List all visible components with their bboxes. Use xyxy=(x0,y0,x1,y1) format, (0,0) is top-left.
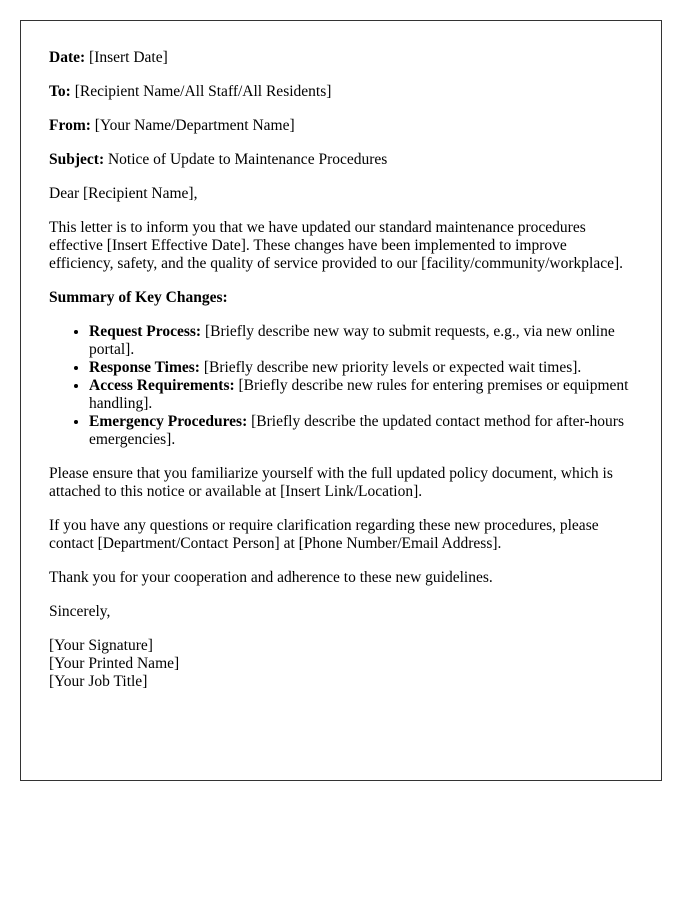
subject-line: Subject: Notice of Update to Maintenance Procedures xyxy=(49,151,388,168)
date-line: Date: [Insert Date] xyxy=(49,49,168,66)
closing: Sincerely, xyxy=(49,603,111,620)
salutation: Dear [Recipient Name], xyxy=(49,185,198,202)
to-line: To: [Recipient Name/All Staff/All Residents] xyxy=(49,83,332,100)
printed-name: [Your Printed Name] xyxy=(49,655,180,672)
changes-list xyxy=(49,323,632,449)
from-line: From: [Your Name/Department Name] xyxy=(49,117,295,134)
signature-block xyxy=(49,637,632,691)
letter xyxy=(20,20,662,781)
job-title: [Your Job Title] xyxy=(49,673,148,690)
list-item: • Emergency Procedures: [Briefly describe the updated contact method for after-hours emergencies]. xyxy=(89,413,632,449)
thanks-paragraph: Thank you for your cooperation and adherence to these new guidelines. xyxy=(49,569,493,586)
list-item: • Response Times: [Briefly describe new priority levels or expected wait times]. xyxy=(89,359,632,377)
list-item: • Access Requirements: [Briefly describe new rules for entering premises or equipment handling]. xyxy=(89,377,632,413)
intro-paragraph: This letter is to inform you that we have updated our standard maintenance procedures effective [Insert Effective Date]. These changes have been implemented to improve efficiency, safety, and the quality of service provided to our [facility/community/workplace]. xyxy=(49,219,624,272)
contact-paragraph: If you have any questions or require clarification regarding these new procedures, please contact [Department/Contact Person] at [Phone Number/Email Address]. xyxy=(49,517,599,552)
list-item: • Request Process: [Briefly describe new way to submit requests, e.g., via new online portal]. xyxy=(89,323,632,359)
summary-heading: Summary of Key Changes: xyxy=(49,289,228,306)
policy-paragraph: Please ensure that you familiarize yourself with the full updated policy document, which is attached to this notice or available at [Insert Link/Location]. xyxy=(49,465,613,500)
signature: [Your Signature] xyxy=(49,637,153,654)
